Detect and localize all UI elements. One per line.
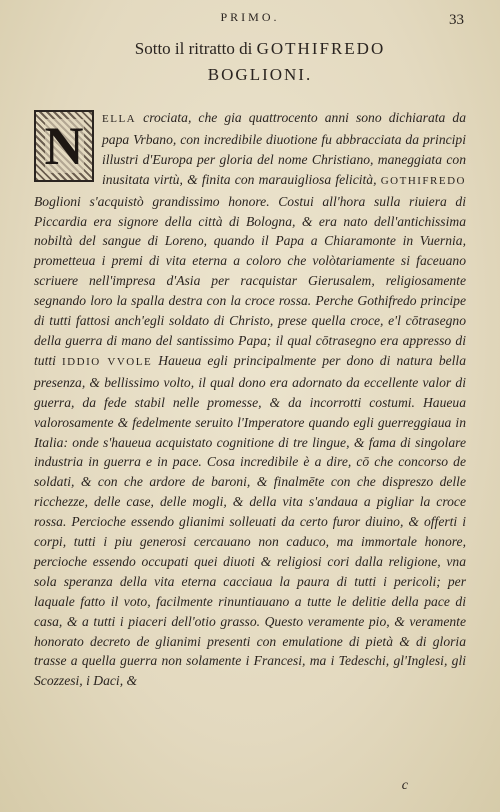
page-number: 33	[449, 12, 464, 28]
heading-line-1	[40, 36, 480, 62]
name-small-caps: GOTHIFREDO	[380, 174, 466, 187]
heading-prefix: Sotto il ritratto di	[134, 39, 257, 58]
heading-name: GOTHIFREDO	[256, 39, 386, 58]
motto-small-caps: IDDIO VVOLE	[62, 355, 153, 368]
body-text	[34, 108, 466, 691]
running-header	[0, 10, 500, 32]
body-segment-1: crociata, che gia quattrocento anni sono dichiarata da papa Vrbano, con incredibile diuotione fu abbracciata da principi illustri d'Europa per gloria del nome Christiano, maneggiata con inusitata virtù, & finita con marauigliosa felicità,	[102, 110, 466, 187]
decorated-initial	[34, 110, 94, 182]
body-segment-2: Boglioni s'acquistò grandissimo honore. Costui all'hora sulla riuiera di Piccardia era signore della città di Bologna, & era nato dell'antichissima nobiltà del sangue di Loreno, quando il Papa a Chiaramonte in Vuernia, prometteua i premi di vita eterna a coloro che volòtariamente si faceuano scriuere nell'impresa d'Asia per racquistar Gierusalem, religiosamente segnando loro la spalla destra con la croce rossa. Perche Gothifredo principe di tutti fattosi anch'egli soldato di Christo, prese quella croce, e'l cōtrasegno della guerra di mano del santissimo Papa; il qual cōtrasegno era appresso di tutti	[34, 193, 466, 368]
catchword: c	[401, 778, 408, 793]
running-head-title: PRIMO.	[220, 10, 280, 24]
opening-small-caps: ELLA	[102, 113, 137, 125]
initial-letter: N	[44, 116, 84, 176]
body-segment-3: Haueua egli principalmente per dono di natura bella presenza, & bellissimo volto, il qual dono era adornato da eccellente valor di guerra, da fede stabil nelle promesse, & da incorrotti costumi. Haueua valorosamente & fedelmente seruito l'Imperatore quando egli guerreggiaua in Italia: onde s'haueua acquistato cognitione di tre lingue, & fama di singolare industria in guerra e in pace. Cosa incredibile è a dire, cō che concorso de soldati, & con che ardore de baroni, & finalmēte con che dispreszo delle ricchezze, delle case, delle mogli, & della vita s'andaua a pigliar la croce rossa. Percioche essendo glianimi solleuati da certo furor diuino, & offerti i corpi, tutti i piu generosi cercauano non caduco, ma immortale honore, percioche essendo occupati quei diuoti & religiosi cori dalla religione, vna sola speranza della vita eterna cacciaua la paura di tutti i pericoli; per laquale fatto il voto, facilmente rinuntiauano a tutte le delitie della pace di casa, & a tutti i piaceri dell'otio grasso. Questo veramente pio, & veramente honorato decreto de glianimi presenti con emulatione di pietà & di gloria trasse a quella guerra non solamente i Francesi, ma i Tedeschi, gl'Inglesi, gli Scozzesi, i Daci, &	[34, 352, 467, 689]
chapter-heading	[40, 36, 480, 88]
heading-line-2: BOGLIONI.	[207, 65, 313, 84]
